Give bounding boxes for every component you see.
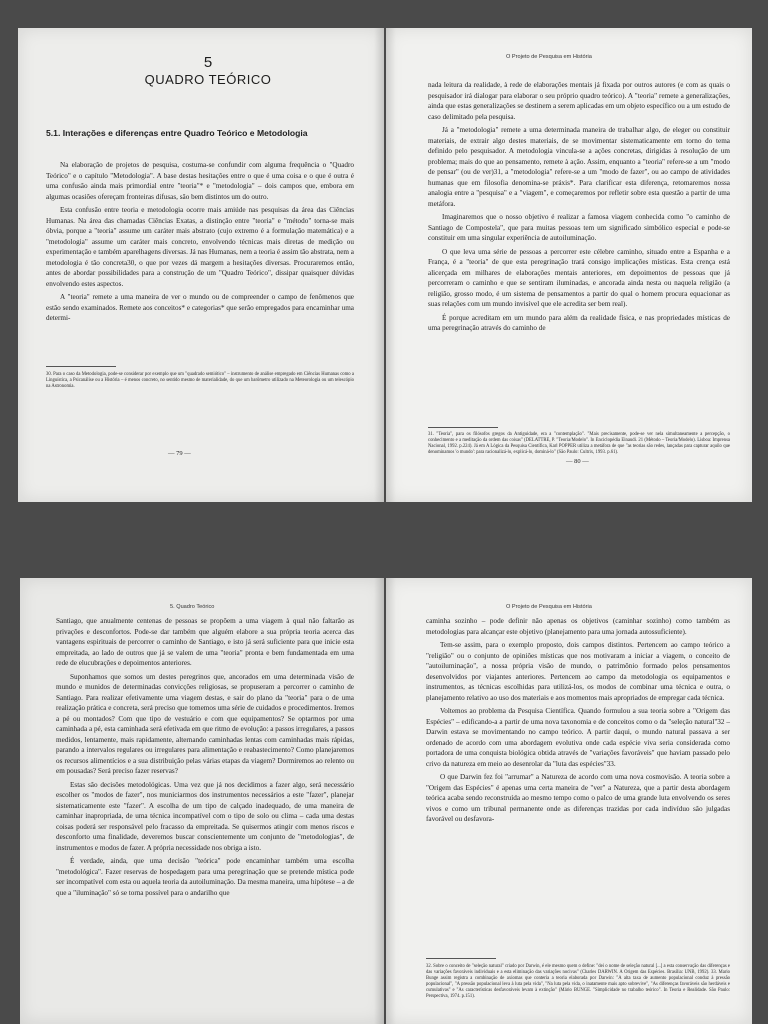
footnote: 30. Para o caso da Metodologia, pode-se considerar por exemplo que um "quadrado semiótico" – instrumento de análise empregado em Ciências Humanas como a Linguística, a Psicanálise ou a História – é menos concreto, no sentido mesmo de materialidade, do que um barômetro utilizado na Meteorologia ou um telescópio na Astronomia. [46,372,354,390]
paragraph: Estas são decisões metodológicas. Uma vez que já nos decidimos a fazer algo, será necessário escolher os "modos de fazer", nos municiarmos dos instrumentos necessários a este "fazer", planejar sistematicamente este "fazer". A escolha de um tipo de calçado inadequado, de uma maneira de caminhar inapropriada, de uma técnica incompatível com o tipo de solo ou clima – cada uma destas coisas poderá ser responsável pelo fracasso da empreitada. Se quisermos atingir com menos riscos e desconforto uma finalidade, deveremos buscar conscientemente um conjunto de "metodologias", de instrumentos e modos de fazer. A própria necessidade nos obriga a isto. [56,780,354,852]
page-body [46,160,354,327]
book-page-81 [20,578,384,1024]
footnote: 31. "Teoria", para os filósofos gregos da Antiguidade, era a "contemplação". "Mais precisamente, pode-se ver nela simultaneamente a percepção, o conhecimento e a meditação da ordem das coisas" (DELATTRE, P. "Teoria/Modelo". In Enciclopédia Einaudi. 21 (Método – Teoria/Modelo). Lisboa: Imprensa Nacional, 1992. p.224). Já em A Lógica da Pesquisa Científica, Karl POPPER utiliza a metáfora de que "as teorias são redes, lançadas para capturar aquilo que denominamos 'o mundo': para racionalizá-lo, explicá-lo, dominá-lo" (São Paulo: Cultrix, 1993. p.61). [428,432,730,456]
footnote-rule [46,366,116,367]
paragraph: Tem-se assim, para o exemplo proposto, dois campos distintos. Pertencem ao campo teórico a "religião" ou o conjunto de opiniões místicas que nos motivaram a iniciar a viagem, o conceito de "autoiluminação", a nossa própria visão de mundo, o patrimônio formado pelos pensamentos desenvolvidos por viajantes anteriores. Pertencem ao campo da metodologia os equipamentos e instrumentos, as técnicas escolhidas para utilizá-los, os modos de combinar uma técnica e outra, o planejamento relativo ao uso dos materiais e aos momentos mais apropriados de empregar cada técnica. [426,641,730,702]
page-gutter-shadow [374,28,384,502]
section-title: 5.1. Interações e diferenças entre Quadro Teórico e Metodologia [46,128,308,138]
paragraph: O que Darwin fez foi "arrumar" a Natureza de acordo com uma nova cosmovisão. A teoria sobre a "Origem das Espécies" é apenas uma certa maneira de "ver" a Natureza, que a partir desta abordagem teórica acaba sendo reconstruída ao mesmo tempo como o palco de uma grande luta envolvendo os seres vivos e como um tribunal permanente onde as diferenças trazidas por cada indivíduo são julgadas favorável ou desfavora- [426,773,730,823]
paragraph: A "teoria" remete a uma maneira de ver o mundo ou de compreender o campo de fenômenos que estão sendo examinados. Remete aos conceitos* e categorias* que serão empregados para encaminhar uma determi- [46,293,354,322]
paragraph: Voltemos ao problema da Pesquisa Científica. Quando formulou a sua teoria sobre a "Origem das Espécies" – edificando-a a partir de uma nova taxonomia e de conceitos como o da "seleção natural"32 – Darwin estava se movimentando no campo teórico. A partir daqui, o mundo natural passava a ser ordenado de acordo com uma abordagem evolutiva onde cada espécie viva seria considerada como portadora de uma conquista biológica obtida através de "variações favoráveis" que haviam passado pelo crivo da natureza em meio ao desenrolar da "luta das espécies"33. [426,707,730,768]
running-head: 5. Quadro Teórico [170,604,215,610]
book-page-79 [18,28,384,502]
footnote-rule [428,427,498,428]
paragraph: É porque acreditam em um mundo para além da realidade física, e nas propriedades místicas de uma peregrinação através do caminho de [428,313,730,332]
paragraph: Imaginaremos que o nosso objetivo é realizar a famosa viagem conhecida como "o caminho de Santiago de Compostela", que para muitas pessoas tem um significado simbólico especial e pode-se constituir em uma singular experiência de autoiluminação. [428,213,730,242]
paragraph: Na elaboração de projetos de pesquisa, costuma-se confundir com alguma frequência o "Quadro Teórico" e o capítulo "Metodologia". A base destas hesitações entre o que é uma coisa e o que é outra é uma confusão ainda mais primordial entre "teoria"* e "metodologia" – dois campos que, embora em algumas ocasiões ofereçam fronteiras difusas, são bem distintos um do outro. [46,161,354,201]
chapter-title: QUADRO TEÓRICO [144,72,272,87]
book-page-80 [386,28,752,502]
paragraph: Já a "metodologia" remete a uma determinada maneira de trabalhar algo, de eleger ou constituir materiais, de extrair algo destes materiais, de se movimentar sistematicamente em torno do tema definido pelo pesquisador. A metodologia vincula-se a ações concretas, dirigidas à resolução de um problema; mais do que ao pensamento, remete à ação. Assim, enquanto a "teoria" refere-se a um "modo de pensar" (ou de ver)31, a "metodologia" refere-se a um "modo de fazer", ou ao campo de atividades humanas que em filosofia denomina-se práxis*. Para clarificar esta diferença, retomaremos nossa analogia entre a "pesquisa" e a "viagem", e começaremos por refletir sobre esta questão a partir de uma metáfora. [428,126,730,208]
paragraph: Esta confusão entre teoria e metodologia ocorre mais amiúde nas pesquisas da área das Ciências Humanas. Na área das chamadas Ciências Exatas, a distinção entre "teoria" e "método" torna-se mais óbvia, porque a "teoria" assume um caráter mais abstrato (cujo extremo é a formulação matemática) e a "metodologia" assume um caráter mais concreto, envolvendo técnicas mais diretas de medição ou experimentação e também aparelhagens diversas. Já nas Humanas, nem a teoria é assim tão abstrata, nem a metodologia é tão concreta30, o que por vezes dá margem a hesitações diversas. Procuraremos então, antes de abordar possibilidades para a construção de um "Quadro Teórico", dissipar quaisquer dúvidas envolvendo estes aspectos. [46,206,354,288]
page-number: — 79 — [168,450,191,457]
paragraph: caminha sozinho – pode definir não apenas os objetivos (caminhar sozinho) como também as metodologias para alcançar este objetivo (planejamento para uma jornada autossuficiente). [426,617,730,636]
running-head: O Projeto de Pesquisa em História [506,604,592,610]
page-gutter-shadow [374,578,384,1024]
page-gutter-shadow [386,28,396,502]
page-body [428,80,730,337]
paragraph: nada leitura da realidade, à rede de elaborações mentais já fixada por outros autores (e com as quais o pesquisador irá dialogar para elaborar o seu próprio quadro teórico). A "teoria" remete a generalizações, ainda que estas generalizações se destinem a serem aplicadas em um objeto específico ou a um estudo de caso delimitado pela pesquisa. [428,81,730,121]
page-body [56,616,354,901]
paragraph: Santiago, que anualmente centenas de pessoas se propõem a uma viagem à qual não faltarão as privações e desconfortos. Pode-se dar também que alguém elabore a sua própria teoria acerca das vantagens espirituais de percorrer o caminho de Santiago, e isto já será suficiente para que inicie esta empreitada, ao lado de outros que já se valem de uma "teoria" pronta e bem fundamentada em uma rede de elucubrações e depoimentos anteriores. [56,617,354,667]
paragraph: Suponhamos que somos um destes peregrinos que, ancorados em uma determinada visão de mundo e munidos de determinadas convicções religiosas, se propuseram a percorrer o caminho de Santiago. Para realizar efetivamente uma viagem destas, e sair do plano da "teoria" para o de uma realização prática e concreta, será preciso que tomemos uma série de cuidados e procedimentos. Iremos a pé ou montados? Com que tipo de vestuário e com que equipamentos? Se optarmos por uma caminhada a pé, esta caminhada será efetivada em que ritmo de evolução: a passos irregulares, a passos medidos, lentamente, mais rapidamente, alternando caminhadas lentas com caminhadas mais rápidas, parando a intervalos regulares ou irregulares para alimentação e reabastecimento? Como planejaremos os recursos alimentícios e a sua distribuição pelas várias etapas da viagem? Dormiremos ao relento ou em pousadas? Será preciso fazer reservas? [56,672,354,775]
paragraph: É verdade, ainda, que uma decisão "teórica" pode encaminhar também uma escolha "metodológica". Fazer reservas de hospedagem para uma peregrinação que se pretende mística pode ser incompatível com esta ou aquela teoria da autoiluminação. Da mesma maneira, uma hipótese – a de que a "iluminação" só se torna possível para o andarilho que [56,857,354,897]
footnote-rule [426,958,496,959]
page-number: — 80 — [566,458,589,465]
page-body [426,616,730,828]
paragraph: O que leva uma série de pessoas a percorrer este célebre caminho, situado entre a Espanha e a França, é a "teoria" de que esta peregrinação trará consigo implicações místicas. Esta crença está alicerçada em milhares de elaborações mentais anteriores, em depoimentos de pessoas que já percorreram o caminho e que se sentiram iluminadas, e ancorada ainda nesta ou naquela religião (a religião, grosso modo, é um sistema de pensamentos a partir do qual o homem procura equacionar as suas relações com um mundo invisível que ele acredita ser bem real). [428,247,730,308]
footnote: 32. Sobre o conceito de "seleção natural" criado por Darwin, é ele mesmo quem o define: "dei o nome de seleção natural [...] a esta conservação das diferenças e das variações favoráveis individuais e a esta eliminação das variações nocivas" (Charles DARWIN. A Origem das Espécies. Brasília: UNB, 1992). 33. Mario Bunge assim registra a combinação de axiomas que conteria a teoria elaborada por Darwin: "A alta taxa de aumento populacional conduz à pressão populacional", "A pressão populacional leva à luta pela vida", "Na luta pela vida, o inatamente mais apto sobrevive", "As diferenças favoráveis são herdáveis e cumulativas" e "As características desfavoráveis levam à extinção" (Mário BUNGE. "Simplicidade no trabalho teórico". In Teoria e Realidade. São Paulo: Perspectiva, 1974. p.151). [426,964,730,1000]
book-page-82 [386,578,752,1024]
chapter-number: 5 [203,54,213,71]
running-head: O Projeto de Pesquisa em História [506,54,592,60]
page-gutter-shadow [386,578,396,1024]
